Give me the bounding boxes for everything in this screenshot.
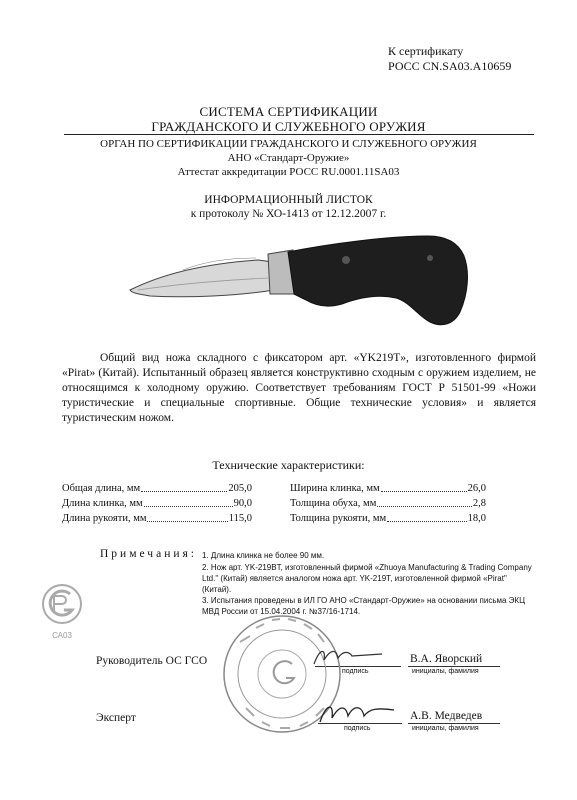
head-name-caption: инициалы, фамилия: [412, 668, 479, 675]
spec-value: 205,0: [228, 483, 252, 494]
spec-row: [290, 511, 486, 526]
spec-row: [290, 496, 486, 511]
spec-row: [62, 496, 252, 511]
info-protocol: к протоколу № ХО-1413 от 12.12.2007 г.: [190, 208, 387, 220]
specs-title: Технические характеристики:: [212, 458, 365, 472]
head-sig-caption: подпись: [342, 668, 369, 675]
system-title-line2: ГРАЖДАНСКОГО И СЛУЖЕБНОГО ОРУЖИЯ: [151, 119, 426, 134]
expert-name-caption: инициалы, фамилия: [412, 725, 479, 732]
info-title: ИНФОРМАЦИОННЫЙ ЛИСТОК: [204, 194, 373, 206]
organ-line1: ОРГАН ПО СЕРТИФИКАЦИИ ГРАЖДАНСКОГО И СЛУЖЕБНОГО ОРУЖИЯ: [100, 138, 477, 150]
spec-label: Толщина обуха, мм: [290, 498, 377, 509]
expert-name: А.В. Медведев: [410, 710, 483, 722]
organ-block: [0, 137, 577, 179]
description-paragraph: Общий вид ножа складного с фиксатором арт. «YK219T», изготовленного фирмой «Pirat» (Китай). Испытанный образец является конструктивно сходным с оружием изделием, не относящимся к холодному оружию. Соответствует требованиям ГОСТ Р 51501-99 «Ножи туристические и специальные спортивные. Общие технические условия» и является туристическим ножом.: [62, 352, 536, 424]
spec-label: Толщина рукояти, мм: [290, 513, 387, 524]
knife-image: [128, 232, 473, 330]
spec-row: [62, 481, 252, 496]
certification-mark-code: СА03: [52, 631, 72, 640]
expert-name-line: [408, 723, 500, 724]
spec-label: Длина рукояти, мм: [62, 513, 147, 524]
spec-value: 90,0: [233, 498, 252, 509]
certificate-reference: [388, 44, 511, 74]
head-label: Руководитель ОС ГСО: [96, 655, 208, 667]
system-title: [0, 104, 577, 134]
spec-label: Ширина клинка, мм: [290, 483, 380, 494]
note-item: 3. Испытания проведены в ИЛ ГО АНО «Стандарт-Оружие» на основании письма ЭКЦ МВД России от 15.04.2004 г. №37/16-1714.: [202, 596, 526, 616]
expert-sig-caption: подпись: [344, 725, 371, 732]
spec-label: Длина клинка, мм: [62, 498, 143, 509]
cert-ref-line1: К сертификату: [388, 44, 464, 58]
knife-description: [62, 351, 536, 426]
info-sheet-heading: [0, 193, 577, 221]
title-divider: [64, 134, 534, 135]
spec-value: 26,0: [467, 483, 486, 494]
head-signature-scribble: [312, 644, 384, 670]
specs-left-column: [62, 481, 252, 526]
system-title-line1: СИСТЕМА СЕРТИФИКАЦИИ: [199, 104, 378, 119]
note-item: 1. Длина клинка не более 90 мм.: [202, 551, 325, 560]
expert-signature-scribble: [318, 698, 396, 728]
spec-value: 18,0: [467, 513, 486, 524]
spec-row: [62, 511, 252, 526]
cert-ref-line2: РОСС CN.SA03.A10659: [388, 59, 512, 73]
expert-label: Эксперт: [96, 712, 136, 724]
specs-right-column: [290, 481, 486, 526]
notes-heading: Примечания:: [100, 548, 197, 560]
spec-row: [290, 481, 486, 496]
certification-mark-icon: [40, 582, 84, 626]
spec-value: 115,0: [228, 513, 252, 524]
spec-label: Общая длина, мм: [62, 483, 141, 494]
organ-accreditation: Аттестат аккредитации РОСС RU.0001.11SA03: [177, 166, 400, 178]
organ-line2: АНО «Стандарт-Оружие»: [227, 152, 350, 164]
certification-mark: [40, 582, 84, 638]
head-name-line: [408, 666, 500, 667]
head-name: В.А. Яворский: [410, 653, 483, 665]
note-item: 2. Нож арт. YK-219BT, изготовленный фирмой «Zhuoya Manufacturing & Trading Company Ltd." (Китай) является аналогом ножа арт. YK-219T, изготовленной фирмой «Pirat" (Китай).: [202, 562, 532, 594]
spec-value: 2,8: [472, 498, 486, 509]
notes-list: [202, 550, 532, 618]
